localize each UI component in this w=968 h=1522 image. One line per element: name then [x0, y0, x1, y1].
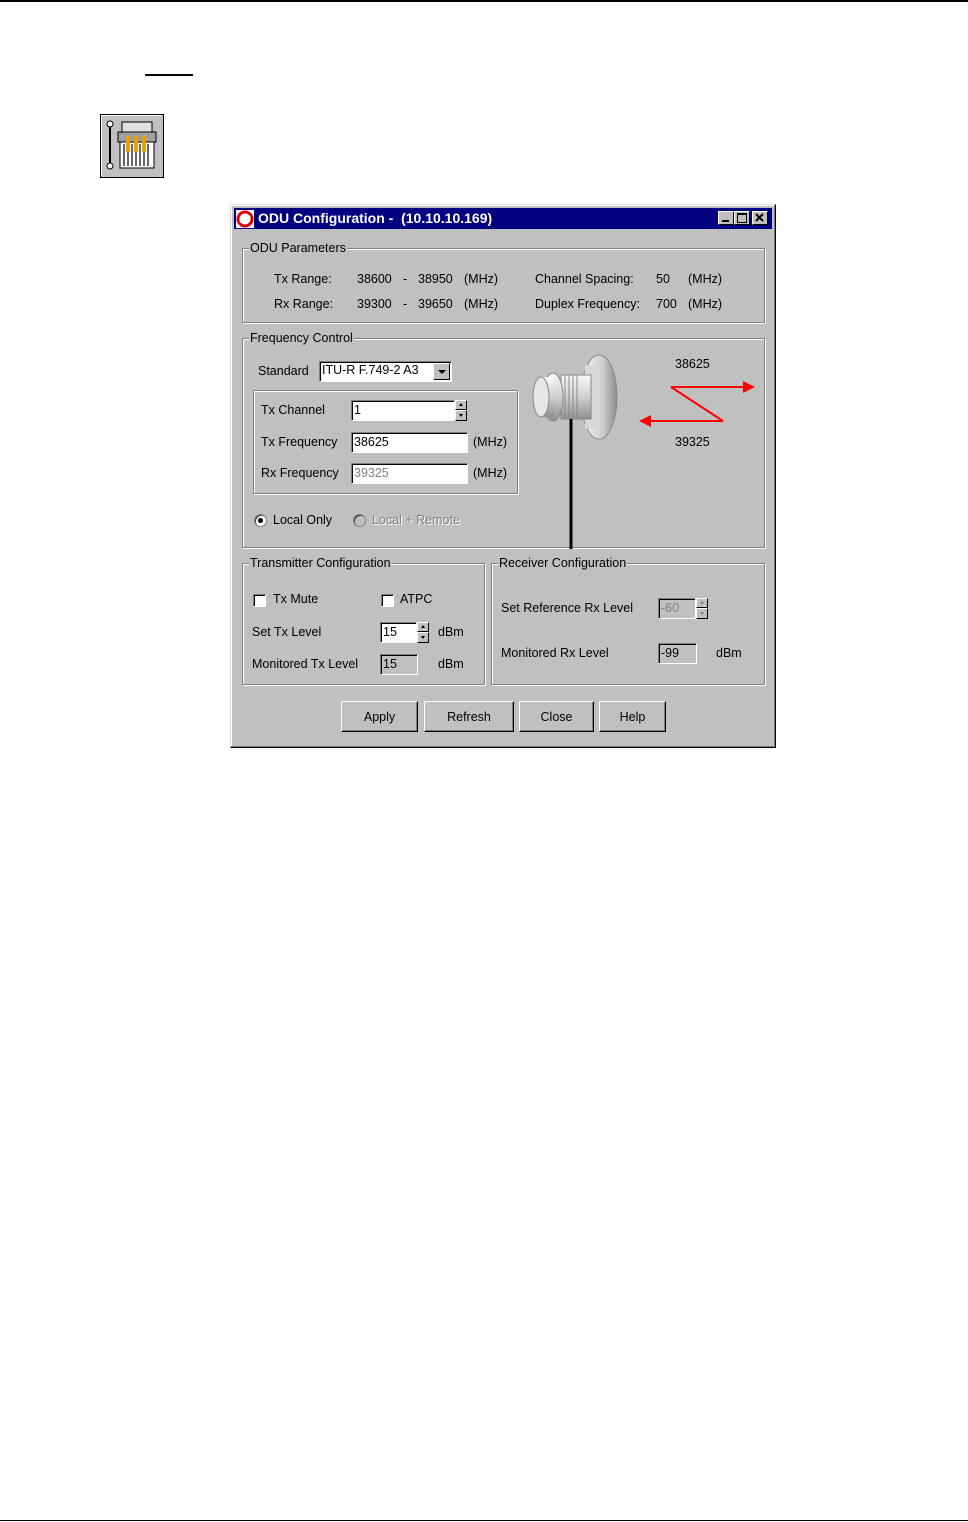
- monitored-rx-level-label: Monitored Rx Level: [501, 646, 609, 660]
- odu-parameters-legend: ODU Parameters: [250, 241, 346, 255]
- rx-range-dash: -: [403, 297, 408, 311]
- monitored-tx-level-unit: dBm: [438, 657, 464, 671]
- tx-mute-checkbox[interactable]: [253, 594, 266, 607]
- tx-frequency-input[interactable]: 38625: [351, 432, 468, 453]
- local-only-radio[interactable]: [254, 514, 267, 527]
- rx-frequency-input[interactable]: 39325: [351, 463, 468, 484]
- frequency-arrows-icon: [639, 377, 755, 429]
- set-tx-level-unit: dBm: [438, 625, 464, 639]
- rx-range-label: Rx Range:: [274, 297, 334, 311]
- diagram-tx-frequency: 38625: [675, 357, 710, 371]
- set-reference-rx-level-spinner[interactable]: [696, 598, 708, 619]
- local-only-label: Local Only: [273, 513, 333, 527]
- close-window-button[interactable]: [752, 211, 768, 225]
- transmitter-configuration-legend: Transmitter Configuration: [250, 556, 391, 570]
- set-tx-level-label: Set Tx Level: [252, 625, 322, 639]
- antenna-icon: [531, 353, 643, 549]
- spin-down-icon[interactable]: [417, 632, 429, 643]
- duplex-frequency-label: Duplex Frequency:: [535, 297, 640, 311]
- window-title: ODU Configuration - (10.10.10.169): [258, 210, 493, 226]
- frequency-control-legend: Frequency Control: [250, 331, 353, 345]
- tx-mute-label: Tx Mute: [273, 592, 319, 606]
- rx-range-high: 39650: [418, 297, 453, 311]
- frequency-control-group: [242, 331, 765, 548]
- set-tx-level-input[interactable]: 15: [380, 622, 417, 643]
- tx-range-low: 38600: [357, 272, 392, 286]
- channel-spacing-value: 50: [656, 272, 670, 286]
- receiver-configuration-group: [491, 556, 765, 685]
- tx-channel-input[interactable]: 1: [351, 400, 455, 421]
- refresh-button[interactable]: Refresh: [424, 701, 514, 732]
- close-button[interactable]: Close: [519, 701, 594, 732]
- set-reference-rx-level-label: Set Reference Rx Level: [501, 601, 634, 615]
- odu-configuration-dialog: [230, 204, 776, 748]
- rx-range-low: 39300: [357, 297, 392, 311]
- app-logo-icon: [236, 210, 254, 228]
- page-top-rule: [0, 0, 968, 2]
- channel-spacing-unit: (MHz): [688, 272, 723, 286]
- monitored-tx-level-value: 15: [380, 654, 418, 675]
- standard-label: Standard: [258, 364, 309, 378]
- diagram-rx-frequency: 39325: [675, 435, 710, 449]
- tx-range-high: 38950: [418, 272, 453, 286]
- tx-channel-spinner[interactable]: [455, 400, 467, 421]
- duplex-frequency-value: 700: [656, 297, 677, 311]
- channel-spacing-label: Channel Spacing:: [535, 272, 634, 286]
- help-button[interactable]: Help: [599, 701, 666, 732]
- standard-select[interactable]: [319, 361, 452, 382]
- odu-toolbar-icon[interactable]: [100, 114, 164, 178]
- duplex-frequency-unit: (MHz): [688, 297, 723, 311]
- close-icon: [753, 212, 767, 224]
- local-remote-radio[interactable]: [353, 514, 366, 527]
- spin-up-icon[interactable]: [417, 622, 429, 632]
- note-underline: [145, 74, 193, 76]
- rx-frequency-label: Rx Frequency: [261, 466, 339, 480]
- page-bottom-rule: [0, 1520, 968, 1521]
- local-remote-label: Local + Remote: [372, 513, 460, 527]
- tx-range-unit: (MHz): [464, 272, 499, 286]
- transmitter-configuration-group: [242, 556, 485, 685]
- odu-parameters-group: [242, 241, 765, 323]
- apply-button[interactable]: Apply: [341, 701, 418, 732]
- title-bar[interactable]: [234, 208, 772, 229]
- maximize-button[interactable]: [734, 211, 750, 225]
- minimize-button[interactable]: [718, 211, 734, 225]
- maximize-icon: [737, 213, 747, 223]
- monitored-rx-level-unit: dBm: [716, 646, 742, 660]
- spin-down-icon[interactable]: [455, 410, 467, 421]
- receiver-configuration-legend: Receiver Configuration: [499, 556, 627, 570]
- tx-frequency-label: Tx Frequency: [261, 435, 338, 449]
- spin-down-icon[interactable]: [696, 608, 708, 619]
- atpc-checkbox[interactable]: [381, 594, 394, 607]
- standard-select-value: ITU-R F.749-2 A3: [322, 363, 419, 377]
- tx-frequency-unit: (MHz): [473, 435, 508, 449]
- rx-range-unit: (MHz): [464, 297, 499, 311]
- rx-frequency-unit: (MHz): [473, 466, 508, 480]
- set-tx-level-spinner[interactable]: [417, 622, 429, 643]
- monitored-rx-level-value: -99: [658, 643, 697, 664]
- spin-up-icon[interactable]: [455, 400, 467, 410]
- minimize-icon: [722, 220, 729, 222]
- tx-range-dash: -: [403, 272, 408, 286]
- atpc-label: ATPC: [400, 592, 433, 606]
- chevron-down-icon[interactable]: [433, 363, 450, 380]
- tx-channel-label: Tx Channel: [261, 403, 325, 417]
- set-reference-rx-level-input[interactable]: -60: [658, 598, 696, 619]
- spin-up-icon[interactable]: [696, 598, 708, 608]
- monitored-tx-level-label: Monitored Tx Level: [252, 657, 359, 671]
- tx-range-label: Tx Range:: [274, 272, 332, 286]
